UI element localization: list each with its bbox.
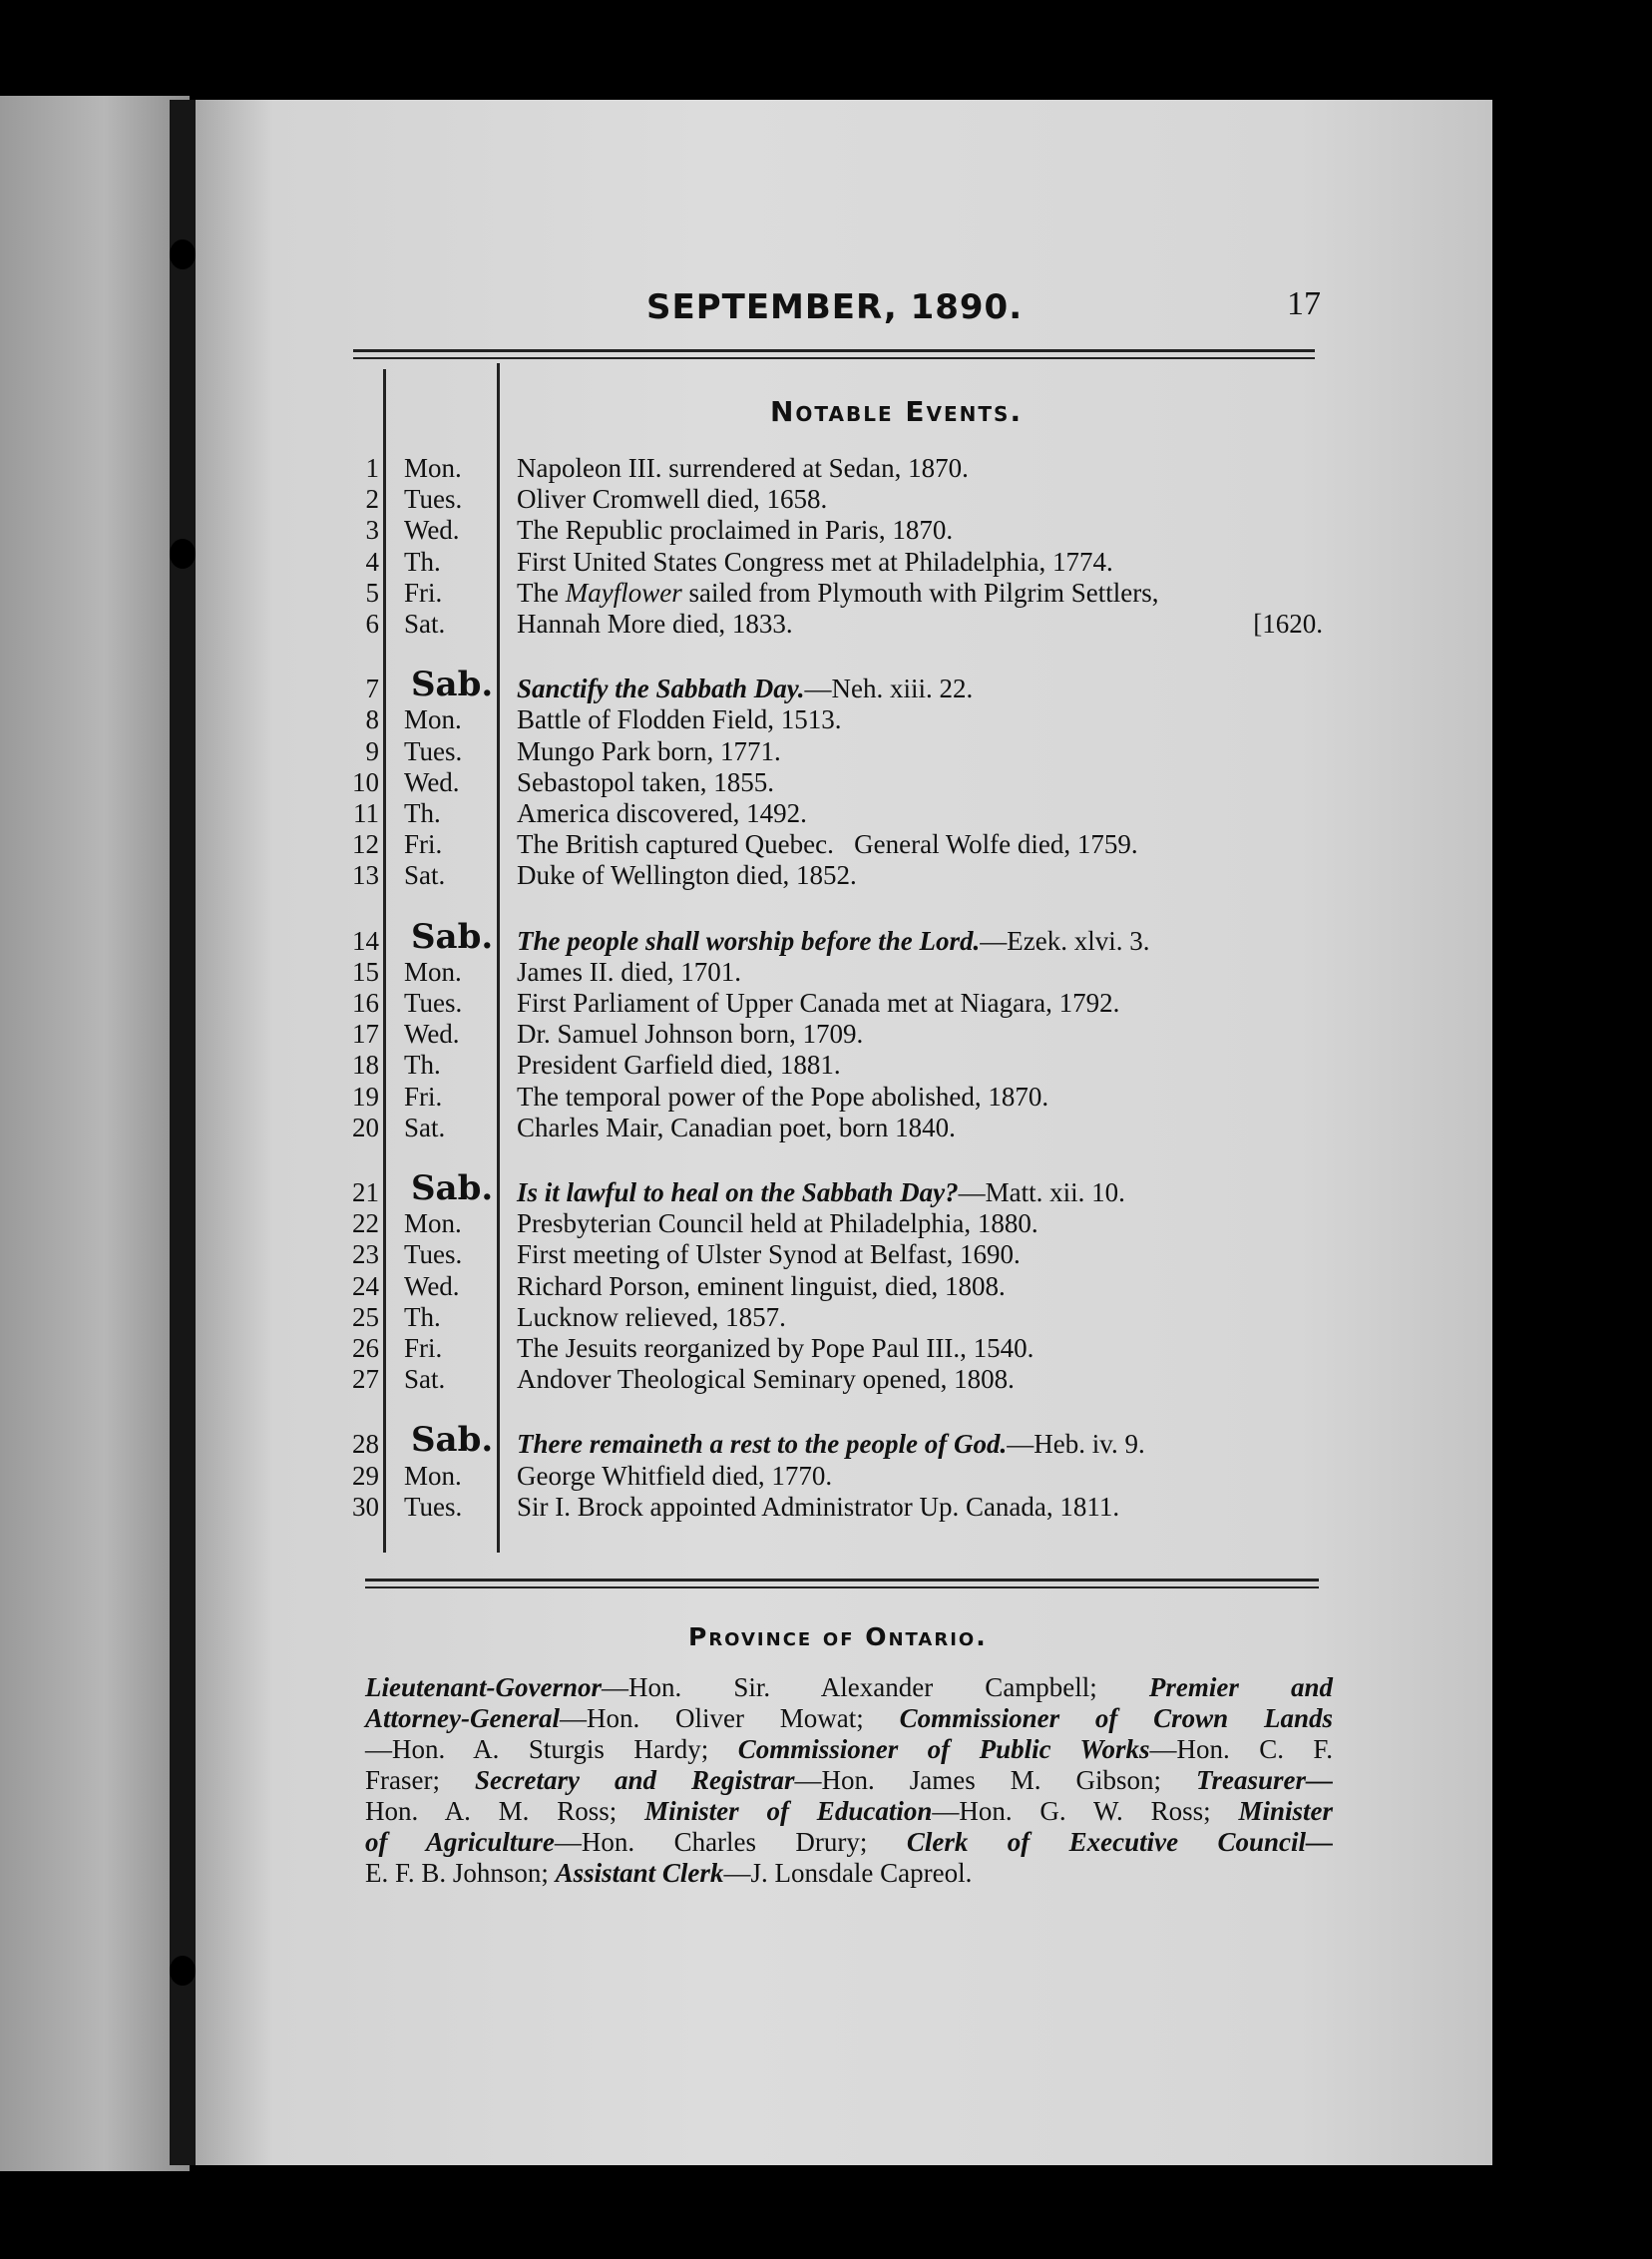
office-holder: —Hon. C. F.: [1149, 1734, 1333, 1764]
office-holder: E. F. B. Johnson;: [365, 1858, 556, 1888]
event-text: [517, 1177, 1125, 1208]
office-title: Lieutenant-Governor: [365, 1672, 603, 1702]
scripture-text: There remaineth a rest to the people of God.: [517, 1429, 1008, 1460]
office-holder: Fraser;: [365, 1765, 475, 1795]
paragraph-line: [365, 1734, 1333, 1765]
event-text: Mungo Park born, 1771.: [517, 735, 781, 766]
event-text-part: Mayflower: [565, 577, 682, 608]
weekday-label: Sat.: [404, 1112, 446, 1142]
office-holder: —Hon. Oliver Mowat;: [560, 1703, 900, 1733]
header-rule-bottom: [353, 357, 1315, 359]
event-text: George Whitfield died, 1770.: [517, 1460, 833, 1491]
event-text: The British captured Quebec. General Wolfe died, 1759.: [517, 829, 1138, 860]
calendar-row: [0, 957, 1652, 988]
event-text: Lucknow relieved, 1857.: [517, 1301, 786, 1332]
weekday-label: Mon.: [404, 704, 462, 735]
event-text: Richard Porson, eminent linguist, died, 1808.: [517, 1270, 1006, 1301]
event-text: President Garfield died, 1881.: [517, 1050, 841, 1081]
event-text: The Republic proclaimed in Paris, 1870.: [517, 515, 954, 546]
office-title: Commissioner of Crown Lands: [899, 1703, 1333, 1733]
calendar-row: [0, 1082, 1652, 1113]
paragraph-line: [365, 1796, 1333, 1827]
event-text: James II. died, 1701.: [517, 956, 741, 987]
weekday-label: Fri.: [404, 829, 443, 860]
office-holder: —Hon. James M. Gibson;: [794, 1765, 1196, 1795]
day-number: 1: [365, 453, 379, 483]
day-number: 2: [365, 484, 379, 515]
office-title: Clerk of Executive Council—: [906, 1827, 1333, 1857]
weekday-label: Wed.: [404, 766, 460, 797]
day-number: 22: [352, 1208, 379, 1239]
day-number: 25: [352, 1301, 379, 1332]
day-number: 5: [365, 577, 379, 608]
calendar-row: [0, 704, 1652, 735]
weekday-label: Tues.: [404, 735, 463, 766]
calendar-row: [0, 1461, 1652, 1492]
scripture-reference: —Ezek. xlvi. 3.: [980, 925, 1150, 956]
office-holder: —Hon. G. W. Ross;: [932, 1796, 1239, 1826]
calendar-row: [0, 798, 1652, 829]
day-number: 19: [352, 1081, 379, 1112]
paragraph-line: [365, 1858, 1333, 1889]
weekday-label: Th.: [404, 1301, 441, 1332]
weekday-label: Tues.: [404, 988, 463, 1018]
calendar-row: [0, 1113, 1652, 1143]
paragraph-line: [365, 1703, 1333, 1734]
event-text: First United States Congress met at Philadelphia, 1774.: [517, 546, 1113, 577]
day-number: 23: [352, 1239, 379, 1270]
event-text: Duke of Wellington died, 1852.: [517, 860, 857, 891]
event-text: Dr. Samuel Johnson born, 1709.: [517, 1019, 864, 1050]
day-number: 16: [352, 988, 379, 1018]
event-text: Napoleon III. surrendered at Sedan, 1870.: [517, 453, 969, 483]
scripture-reference: —Heb. iv. 9.: [1007, 1429, 1145, 1460]
binding-hole: [170, 1956, 196, 1986]
calendar-row: [0, 1492, 1652, 1523]
event-text-part: The: [517, 577, 566, 608]
weekday-label: Sat.: [404, 860, 446, 891]
event-text: First Parliament of Upper Canada met at Niagara, 1792.: [517, 988, 1120, 1018]
event-continuation: [1620.: [1253, 609, 1323, 639]
page-header-title: SEPTEMBER, 1890.: [646, 287, 1024, 327]
calendar-row: [0, 916, 1652, 957]
sabbath-label: Sab.: [411, 916, 494, 957]
office-title: Assistant Clerk: [555, 1858, 724, 1888]
day-number: 6: [365, 609, 379, 639]
weekday-label: Tues.: [404, 1239, 463, 1270]
calendar-row: [0, 484, 1652, 515]
sabbath-label: Sab.: [411, 665, 494, 705]
day-number: 30: [352, 1491, 379, 1522]
day-number: 27: [352, 1364, 379, 1395]
weekday-label: Fri.: [404, 1081, 443, 1112]
scripture-reference: —Matt. xii. 10.: [958, 1177, 1125, 1207]
calendar-row: [0, 1168, 1652, 1208]
day-number: 11: [353, 798, 379, 828]
event-text: Oliver Cromwell died, 1658.: [517, 484, 828, 515]
office-holder: Hon. A. M. Ross;: [365, 1796, 645, 1826]
scripture-reference: —Neh. xiii. 22.: [804, 674, 974, 704]
weekday-label: Wed.: [404, 515, 460, 546]
weekday-label: Th.: [404, 798, 441, 828]
calendar-row: [0, 1271, 1652, 1302]
office-title: Commissioner of Public Works: [737, 1734, 1150, 1764]
event-text: Charles Mair, Canadian poet, born 1840.: [517, 1112, 956, 1142]
event-text: Andover Theological Seminary opened, 1808.: [517, 1364, 1015, 1395]
office-holder: —Hon. A. Sturgis Hardy;: [365, 1734, 738, 1764]
paragraph-line: [365, 1672, 1333, 1703]
calendar-row: [0, 1333, 1652, 1364]
weekday-label: Tues.: [404, 1491, 463, 1522]
calendar-row: [0, 578, 1652, 609]
event-text: [517, 1429, 1145, 1460]
day-number: 8: [365, 704, 379, 735]
event-text-part: sailed from Plymouth with Pilgrim Settlers,: [681, 577, 1159, 608]
notable-events-heading: Notable Events.: [770, 395, 1024, 428]
day-number: 13: [352, 860, 379, 891]
weekday-label: Sat.: [404, 609, 446, 639]
calendar-row: [0, 665, 1652, 705]
calendar-row: [0, 1302, 1652, 1333]
calendar-row: [0, 767, 1652, 798]
day-number: 4: [365, 546, 379, 577]
office-title: of Agriculture: [365, 1827, 555, 1857]
calendar-row: [0, 988, 1652, 1019]
calendar-row: [0, 1019, 1652, 1050]
event-text: First meeting of Ulster Synod at Belfast, 1690.: [517, 1239, 1021, 1270]
weekday-label: Mon.: [404, 1208, 462, 1239]
weekday-label: Th.: [404, 1050, 441, 1081]
section-rule-top: [365, 1579, 1319, 1581]
weekday-label: Mon.: [404, 1460, 462, 1491]
weekday-label: Fri.: [404, 1333, 443, 1363]
calendar-row: [0, 453, 1652, 484]
calendar-row: [0, 515, 1652, 546]
sabbath-label: Sab.: [411, 1420, 494, 1461]
calendar-row: [0, 1208, 1652, 1239]
paragraph-line: [365, 1827, 1333, 1858]
calendar-row: [0, 547, 1652, 578]
page-number: 17: [1287, 285, 1321, 322]
day-number: 15: [352, 956, 379, 987]
calendar-row: [0, 829, 1652, 860]
province-heading: Province of Ontario.: [688, 1622, 988, 1651]
event-text: [517, 926, 1149, 957]
header-rule-top: [353, 349, 1315, 352]
weekday-label: Wed.: [404, 1019, 460, 1050]
office-title: Attorney-General: [365, 1703, 560, 1733]
scripture-text: Sanctify the Sabbath Day.: [517, 674, 805, 704]
day-number: 20: [352, 1112, 379, 1142]
weekday-label: Sat.: [404, 1364, 446, 1395]
province-officials-paragraph: [365, 1672, 1333, 1889]
office-title: Secretary and Registrar: [474, 1765, 795, 1795]
event-text: Sir I. Brock appointed Administrator Up. Canada, 1811.: [517, 1491, 1120, 1522]
office-holder: —Hon. Charles Drury;: [554, 1827, 907, 1857]
event-text: America discovered, 1492.: [517, 798, 807, 828]
day-number: 3: [365, 515, 379, 546]
sabbath-label: Sab.: [411, 1168, 494, 1208]
office-title: Premier and: [1148, 1672, 1334, 1702]
event-text: Battle of Flodden Field, 1513.: [517, 704, 842, 735]
day-number: 24: [352, 1270, 379, 1301]
weekday-label: Mon.: [404, 453, 462, 483]
section-rule-bottom: [365, 1586, 1319, 1588]
weekday-label: Mon.: [404, 956, 462, 987]
event-text: [517, 578, 1158, 609]
weekday-label: Wed.: [404, 1270, 460, 1301]
day-number: 9: [365, 735, 379, 766]
day-number: 10: [352, 766, 379, 797]
day-number: 28: [352, 1429, 379, 1460]
office-holder: —J. Lonsdale Capreol.: [723, 1858, 973, 1888]
day-number: 29: [352, 1460, 379, 1491]
weekday-label: Tues.: [404, 484, 463, 515]
calendar-row: [0, 1239, 1652, 1270]
office-title: Minister of Education: [644, 1796, 933, 1826]
calendar-row: [0, 1420, 1652, 1461]
event-text: Sebastopol taken, 1855.: [517, 766, 774, 797]
day-number: 14: [352, 925, 379, 956]
day-number: 17: [352, 1019, 379, 1050]
day-number: 7: [365, 674, 379, 704]
office-title: Minister: [1238, 1796, 1333, 1826]
event-text: The Jesuits reorganized by Pope Paul III., 1540.: [517, 1333, 1034, 1363]
calendar-row: [0, 609, 1652, 640]
day-number: 26: [352, 1333, 379, 1363]
day-number: 12: [352, 829, 379, 860]
office-holder: —Hon. Sir. Alexander Campbell;: [602, 1672, 1149, 1702]
day-number: 18: [352, 1050, 379, 1081]
office-title: Treasurer—: [1195, 1765, 1333, 1795]
calendar-row: [0, 1050, 1652, 1081]
calendar-row: [0, 736, 1652, 767]
day-number: 21: [352, 1177, 379, 1207]
weekday-label: Th.: [404, 546, 441, 577]
weekday-label: Fri.: [404, 577, 443, 608]
scripture-text: The people shall worship before the Lord.: [517, 925, 981, 956]
binding-hole: [170, 239, 196, 269]
paragraph-line: [365, 1765, 1333, 1796]
event-text: Hannah More died, 1833.: [517, 609, 793, 639]
scripture-text: Is it lawful to heal on the Sabbath Day?: [517, 1177, 959, 1207]
calendar-row: [0, 1364, 1652, 1395]
calendar-row: [0, 860, 1652, 891]
event-text: [517, 674, 973, 704]
event-text: Presbyterian Council held at Philadelphia, 1880.: [517, 1208, 1038, 1239]
event-text: The temporal power of the Pope abolished, 1870.: [517, 1081, 1049, 1112]
